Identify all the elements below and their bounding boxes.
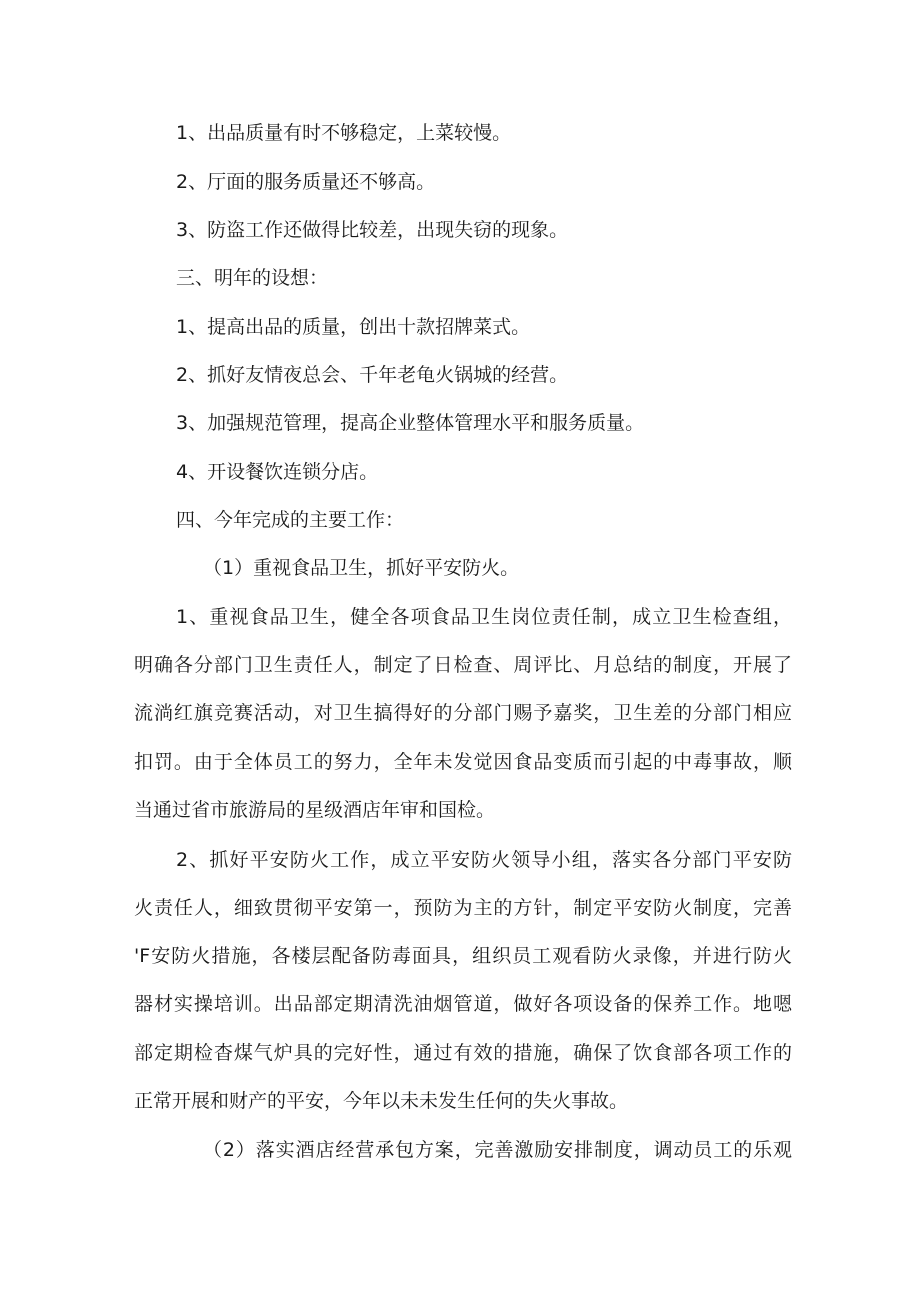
paragraph-hygiene-line: 当通过省市旅游局的星级酒店年审和国检。 <box>134 799 496 821</box>
section-heading-next-year: 三、明年的设想： <box>176 267 329 289</box>
plan-item-4: 4、开设餐饮连锁分店。 <box>176 461 379 483</box>
subsection-heading-1: （1）重视食品卫生，抓好平安防火。 <box>203 557 520 579</box>
issue-item-3: 3、防盗工作还做得比较差，出现失窃的现象。 <box>176 219 569 241</box>
paragraph-hygiene-line: 明确各分部门卫生责任人，制定了日检查、周评比、月总结的制度，开展了 <box>134 654 792 676</box>
issue-item-1: 1、出品质量有时不够稳定，上菜较慢。 <box>176 122 512 144</box>
paragraph-fire-safety-line: 2、抓好平安防火工作，成立平安防火领导小组，落实各分部门平安防 <box>176 849 792 871</box>
paragraph-fire-safety-line: 'F安防火措施，各楼层配备防毒面具，组织员工观看防火录像，并进行防火 <box>134 945 792 967</box>
paragraph-hygiene-line: 扣罚。由于全体员工的努力，全年未发觉因食品变质而引起的中毒事故，顺 <box>134 751 792 773</box>
paragraph-fire-safety-line: 部定期检杳煤气炉具的完好性，通过有效的措施，确保了饮食部各项工作的 <box>134 1042 792 1064</box>
subsection-heading-2: （2）落实酒店经营承包方案，完善激励安排制度，调动员工的乐观 <box>203 1139 792 1161</box>
paragraph-hygiene-line: 1、重视食品卫生，健全各项食品卫生岗位责任制，成立卫生检查组， <box>176 606 792 628</box>
issue-item-2: 2、厅面的服务质量还不够高。 <box>176 171 436 193</box>
paragraph-fire-safety-line: 器材实操培训。出品部定期清洗油烟管道，做好各项设备的保养工作。地嗯 <box>134 993 792 1015</box>
plan-item-1: 1、提高出品的质量，创出十款招牌菜式。 <box>176 316 531 338</box>
paragraph-hygiene-line: 流淌红旗竞赛活动，对卫生搞得好的分部门赐予嘉奖，卫生差的分部门相应 <box>134 702 792 724</box>
paragraph-fire-safety-line: 火责任人，细致贯彻平安第一，预防为主的方针，制定平安防火制度，完善 <box>134 897 792 919</box>
section-heading-main-work: 四、今年完成的主要工作： <box>176 509 405 531</box>
plan-item-2: 2、抓好友情夜总会、千年老龟火锅城的经营。 <box>176 364 569 386</box>
paragraph-fire-safety-line: 正常开展和财产的平安，今年以未未发生任何的失火事故。 <box>134 1090 629 1112</box>
plan-item-3: 3、加强规范管理，提高企业整体管理水平和服务质量。 <box>176 412 645 434</box>
